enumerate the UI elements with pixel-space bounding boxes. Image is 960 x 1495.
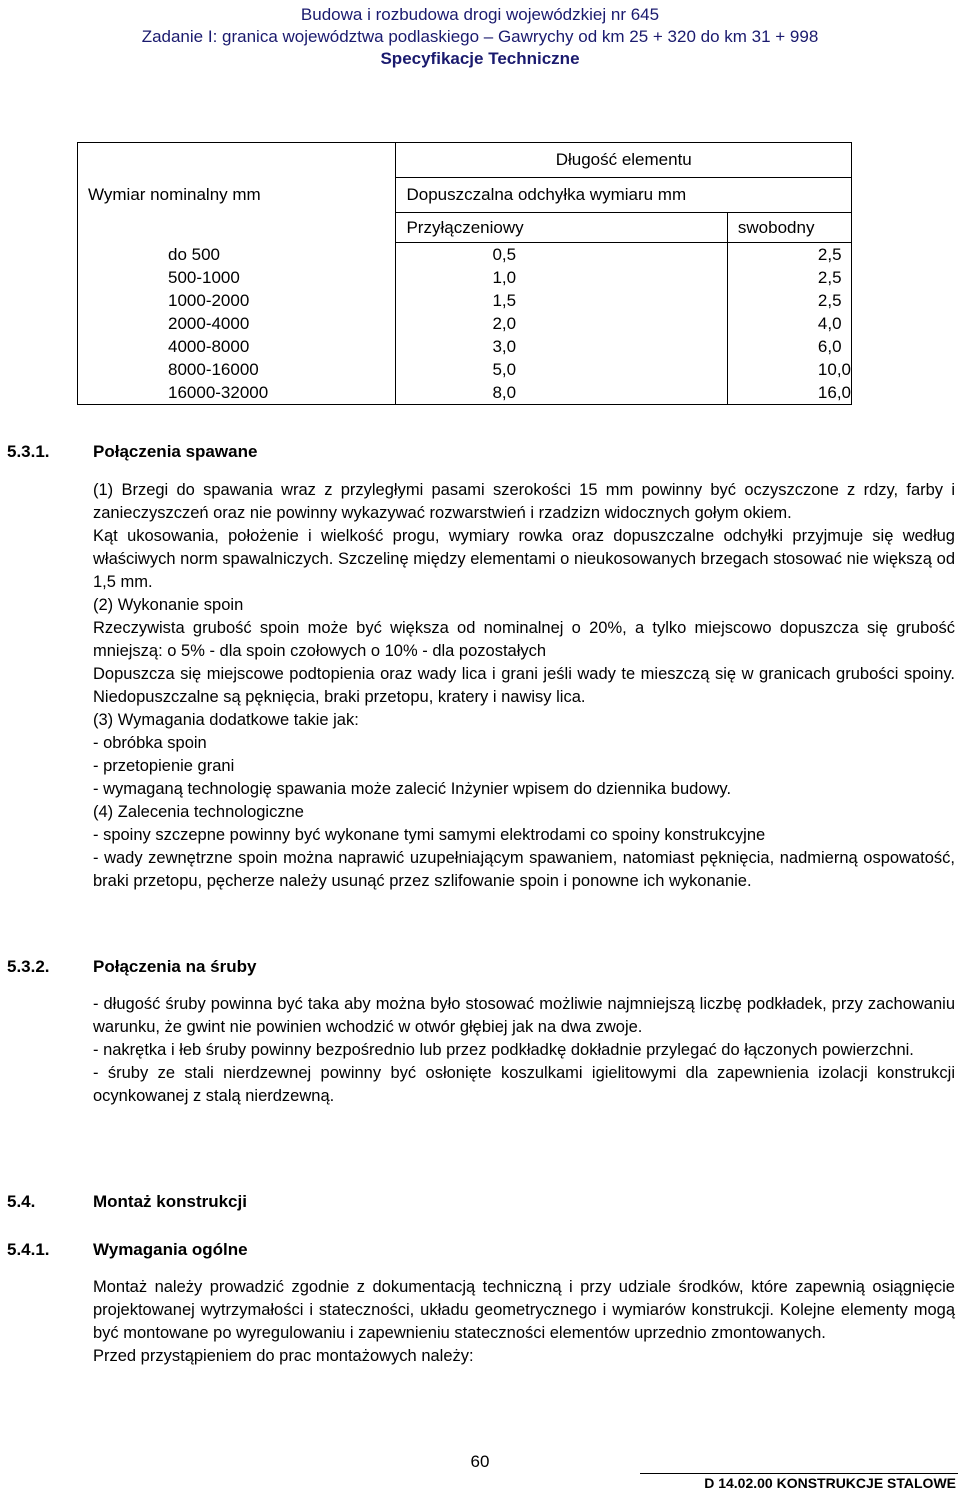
list-item: - spoiny szczepne powinny być wykonane tymi samymi elektrodami co spoiny konstrukcyjne [93, 826, 766, 844]
section-number: 5.3.1. [7, 442, 50, 461]
table-col-free [727, 243, 851, 405]
table-cell: 4,0 [817, 314, 842, 333]
table-header-dimension: Wymiar nominalny mm [78, 178, 396, 213]
table-cell: 2,5 [817, 245, 842, 264]
paragraph: Kąt ukosowania, położenie i wielkość progu, wymiary rowka oraz dopuszczalne odchyłki przyjmuje się według właściwych norm spawalniczych. Szczelinę między elementami o nieukosowanych brzegach stosować nie większą od 1,5 mm. [93, 527, 955, 591]
table-cell: 10,0 [817, 360, 851, 379]
header-project: Budowa i rozbudowa drogi wojewódzkiej nr 645 [300, 5, 660, 24]
paragraph: (3) Wymagania dodatkowe takie jak: [93, 711, 359, 729]
section-number: 5.3.2. [7, 957, 50, 976]
table-cell: 0,5 [492, 245, 517, 264]
document-footer: D 14.02.00 KONSTRUKCJE STALOWE [704, 1475, 956, 1491]
page-number: 60 [470, 1452, 490, 1471]
paragraph: (4) Zalecenia technologiczne [93, 803, 304, 821]
footer-divider [640, 1473, 958, 1474]
section-heading-5-3-2 [7, 957, 256, 977]
list-item: - wymaganą technologię spawania może zalecić Inżynier wpisem do dziennika budowy. [93, 780, 732, 798]
table-cell: 2,5 [817, 291, 842, 310]
table-subheader-connected: Przyłączeniowy [396, 213, 727, 243]
section-title: Połączenia na śruby [93, 957, 257, 976]
table-subheader-empty [78, 213, 396, 243]
table-header-length: Długość elementu [396, 143, 852, 178]
table-cell: 500-1000 [168, 267, 240, 287]
table-col-dimensions [78, 243, 396, 405]
section-body-5-4-1 [93, 1276, 955, 1368]
section-number: 5.4. [7, 1192, 36, 1211]
section-heading-5-4-1 [7, 1240, 248, 1260]
table-cell: 1000-2000 [168, 290, 250, 310]
tolerance-table [77, 142, 852, 405]
table-cell: 8,0 [492, 383, 517, 402]
table-col-connected [396, 243, 727, 405]
table-cell: 3,0 [492, 337, 517, 356]
header-task: Zadanie I: granica województwa podlaskiego – Gawrychy od km 25 + 320 do km 31 + 998 [141, 27, 819, 46]
list-item: - obróbka spoin [93, 734, 207, 752]
list-item: - nakrętka i łeb śruby powinny bezpośrednio lub przez podkładkę dokładnie przylegać do łączonych powierzchni. [93, 1041, 914, 1059]
section-title: Montaż konstrukcji [93, 1192, 247, 1211]
table-cell: 16000-32000 [168, 382, 269, 402]
list-item: - śruby ze stali nierdzewnej powinny być osłonięte koszulkami igielitowymi dla zapewnienia izolacji konstrukcji ocynkowanej z stalą nierdzewną. [93, 1064, 955, 1105]
list-item: - długość śruby powinna być taka aby można było stosować możliwie najmniejszą liczbę podkładek, przy zachowaniu warunku, że gwint nie powinien wchodzić w otwór głębiej jak na dwa zwoje. [93, 995, 955, 1036]
list-item: - wady zewnętrzne spoin można naprawić uzupełniającym spawaniem, natomiast pęknięcia, nadmierną ospowatość, braki przetopu, pęcherze należy usunąć przez szlifowanie spoin i ponowne ich wykonanie. [93, 849, 955, 890]
document-header [0, 4, 960, 70]
paragraph: (2) Wykonanie spoin [93, 596, 244, 614]
table-header-empty [78, 143, 396, 178]
table-subheader-free: swobodny [727, 213, 851, 243]
table-cell: 4000-8000 [168, 336, 250, 356]
section-heading-5-4 [7, 1192, 247, 1212]
section-body-5-3-2 [93, 993, 955, 1108]
table-cell: 1,0 [492, 268, 517, 287]
table-cell: 2,0 [492, 314, 517, 333]
table-cell: 2000-4000 [168, 313, 250, 333]
section-number: 5.4.1. [7, 1240, 50, 1259]
table-cell: 1,5 [492, 291, 517, 310]
table-cell: do 500 [168, 244, 220, 264]
section-title: Połączenia spawane [93, 442, 258, 461]
paragraph: Rzeczywista grubość spoin może być większa od nominalnej o 20%, a tylko miejscowo dopuszcza się grubość mniejszą: o 5% - dla spoin czołowych o 10% - dla pozostałych [93, 619, 955, 660]
paragraph: (1) Brzegi do spawania wraz z przyległymi pasami szerokości 15 mm powinny być oczyszczone z rdzy, farby i zanieczyszczeń oraz nie powinny wykazywać rozwarstwień i rzadzizn widocznych gołym okiem. [93, 481, 955, 522]
table-header-tolerance: Dopuszczalna odchyłka wymiaru mm [396, 178, 852, 213]
table-cell: 2,5 [817, 268, 842, 287]
paragraph: Dopuszcza się miejscowe podtopienia oraz wady lica i grani jeśli wady te mieszczą się w granicach grubości spoiny. Niedopuszczalne są pęknięcia, braki przetopu, kratery i nawisy lica. [93, 665, 955, 706]
table-cell: 16,0 [817, 383, 851, 402]
section-title: Wymagania ogólne [93, 1240, 248, 1259]
section-body-5-3-1 [93, 479, 955, 893]
table-cell: 5,0 [492, 360, 517, 379]
table-cell: 8000-16000 [168, 359, 259, 379]
table-cell: 6,0 [817, 337, 842, 356]
list-item: - przetopienie grani [93, 757, 235, 775]
header-doc-type: Specyfikacje Techniczne [380, 49, 580, 68]
paragraph: Montaż należy prowadzić zgodnie z dokumentacją techniczną i przy udziale środków, które zapewnią osiągnięcie projektowanej wytrzymałości i stateczności, układu geometrycznego i wymiarów konstrukcji. Kolejne elementy mogą być montowane po wyregulowaniu i zapewnieniu stateczności elementów uprzednio zmontowanych. [93, 1278, 955, 1342]
section-heading-5-3-1 [7, 442, 257, 462]
paragraph: Przed przystąpieniem do prac montażowych należy: [93, 1347, 474, 1365]
